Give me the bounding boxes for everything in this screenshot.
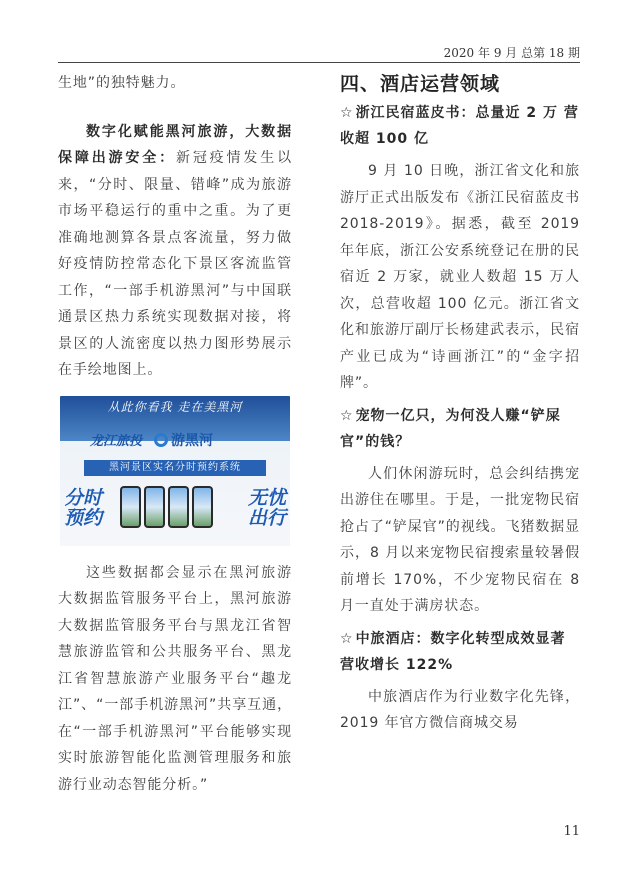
subheading-ctg-hotels	[340, 626, 580, 678]
header-divider	[58, 62, 580, 63]
logo-circle-icon	[154, 433, 168, 447]
promo-image	[60, 396, 290, 546]
paragraph-intro: 生地”的独特魅力。	[58, 75, 186, 91]
subheading-text: 浙江民宿蓝皮书：总量近 2 万 营收超 100 亿	[340, 105, 579, 147]
right-column	[340, 70, 580, 737]
paragraph-zhejiang-bnb: 9 月 10 日晚，浙江省文化和旅游厅正式出版发布《浙江民宿蓝皮书 2018-2019》。据悉，截至 2019 年年底，浙江公安系统登记在册的民宿近 2 万家，就业人数超 15 万人次，总营收超 100 亿元。浙江省文化和旅游厅副厅长杨建武表示，民宿产业已成为“诗画浙江”的“金字招牌”。	[340, 163, 580, 391]
issue-header: 2020 年 9 月 总第 18 期	[443, 46, 580, 60]
promo-slogan-right: 无忧出行	[247, 486, 286, 529]
star-icon: ☆	[340, 630, 354, 647]
paragraph-platforms: 这些数据都会显示在黑河旅游大数据监管服务平台上，黑河旅游大数据监管服务平台与黑龙江省智慧旅游监管和公共服务平台、黑龙江省智慧旅游产业服务平台“趣龙江”、“一部手机游黑河”共享互通，在“一部手机游黑河”平台能够实现实时旅游智能化监测管理服务和旅游行业动态智能分析。”	[58, 564, 292, 793]
phone-icon	[192, 486, 213, 528]
subheading-pets	[340, 403, 580, 455]
promo-logos	[90, 430, 213, 450]
phone-icon	[144, 486, 165, 528]
paragraph-pets: 人们休闲游玩时，总会纠结携宠出游住在哪里。于是，一批宠物民宿抢占了“铲屎官”的视线。飞猪数据显示，8 月以来宠物民宿搜索量较暑假前增长 170%，不少宠物民宿在 8 月一直处于满房状态。	[340, 465, 580, 614]
paragraph-ctg-hotels: 中旅酒店作为行业数字化先锋，2019 年官方微信商城交易	[340, 688, 580, 731]
subheading-text: 中旅酒店：数字化转型成效显著 营收增长 122%	[340, 630, 566, 673]
page-number: 11	[563, 824, 580, 839]
star-icon: ☆	[340, 105, 354, 121]
paragraph-body: 新冠疫情发生以来，“分时、限量、错峰”成为旅游市场平稳运行的重中之重。为了更准确地测算各景点客流量，努力做好疫情防控常态化下景区客流监管工作，“一部手机游黑河”与中国联通景区热力系统实现数据对接，将景区的人流密度以热力图形势展示在手绘地图上。	[58, 150, 292, 378]
promo-slogan-left: 分时预约	[64, 486, 103, 529]
subheading-zhejiang-bnb	[340, 100, 580, 152]
longjiang-logo: 龙江旅投	[90, 434, 143, 449]
paragraph-digital-tourism	[58, 119, 292, 384]
subheading-text: 宠物一亿只，为何没人赚“铲屎官”的钱？	[340, 407, 561, 450]
phone-icon	[168, 486, 189, 528]
paragraph-lead-bold: 数字化赋能黑河旅游，大数据保障出游安全：	[58, 123, 292, 166]
phone-screens	[120, 486, 213, 528]
star-icon: ☆	[340, 407, 354, 424]
left-column	[58, 70, 292, 798]
promo-slogan: 从此你看我 走在美黑河	[107, 399, 243, 414]
section-title: 四、酒店运营领域	[340, 73, 501, 95]
phone-icon	[120, 486, 141, 528]
youheihe-logo	[154, 430, 213, 450]
youheihe-logo-text: 游黑河	[171, 432, 214, 449]
promo-banner: 黑河景区实名分时预约系统	[84, 460, 266, 476]
